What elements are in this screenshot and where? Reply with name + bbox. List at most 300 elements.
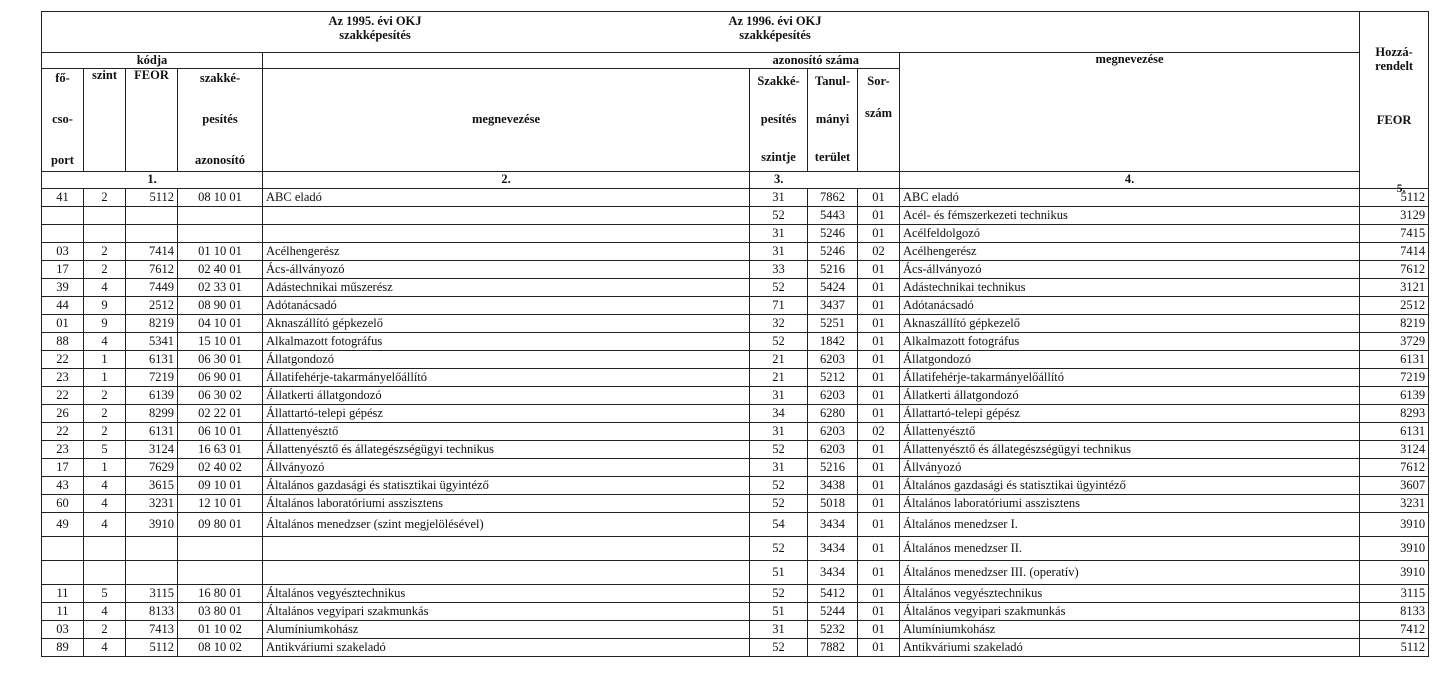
cell-feor: 5112	[126, 189, 178, 207]
szintje-line3: szintje	[761, 150, 796, 165]
cell-megnevezes-1996: Általános vegyipari szakmunkás	[900, 603, 1360, 621]
cell-sorszam: 01	[858, 387, 900, 405]
cell-feor: 3115	[126, 585, 178, 603]
cell-szakkepesites-szintje: 52	[750, 537, 808, 561]
table-row	[42, 333, 1429, 351]
cell-szakkepesites-azonosito: 01 10 01	[178, 243, 263, 261]
cell-focsoport	[42, 537, 84, 561]
cell-szint: 2	[84, 423, 126, 441]
cell-megnevezes-1995: Állatkerti állatgondozó	[263, 387, 750, 405]
cell-szint: 2	[84, 189, 126, 207]
cell-focsoport: 22	[42, 387, 84, 405]
header-tanulmanyi-terulet	[808, 69, 858, 172]
cell-tanulmanyi-terulet: 5232	[808, 621, 858, 639]
table-row	[42, 537, 1429, 561]
table-row	[42, 189, 1429, 207]
cell-tanulmanyi-terulet: 3434	[808, 561, 858, 585]
szakke-line1: szakké-	[199, 71, 241, 85]
cell-feor: 3124	[126, 441, 178, 459]
cell-focsoport	[42, 207, 84, 225]
cell-szint: 4	[84, 333, 126, 351]
col-number-1: 1.	[42, 172, 263, 189]
table-row	[42, 315, 1429, 333]
cell-tanulmanyi-terulet: 5244	[808, 603, 858, 621]
cell-szint	[84, 537, 126, 561]
cell-sorszam: 01	[858, 639, 900, 657]
cell-feor: 7413	[126, 621, 178, 639]
cell-focsoport: 43	[42, 477, 84, 495]
cell-szakkepesites-szintje: 52	[750, 333, 808, 351]
cell-hozzarendelt-feor: 3729	[1360, 333, 1429, 351]
cell-sorszam: 02	[858, 243, 900, 261]
cell-sorszam: 01	[858, 351, 900, 369]
cell-szakkepesites-szintje: 52	[750, 495, 808, 513]
cell-hozzarendelt-feor: 3910	[1360, 513, 1429, 537]
cell-feor: 7449	[126, 279, 178, 297]
cell-megnevezes-1995: Általános vegyésztechnikus	[263, 585, 750, 603]
header-megnevezese-1996: megnevezése	[900, 53, 1360, 172]
cell-megnevezes-1995: Alumíniumkohász	[263, 621, 750, 639]
cell-feor: 3910	[126, 513, 178, 537]
cell-sorszam: 01	[858, 585, 900, 603]
header-feor: FEOR	[126, 69, 178, 172]
cell-feor: 6139	[126, 387, 178, 405]
cell-szint: 5	[84, 585, 126, 603]
cell-sorszam: 01	[858, 261, 900, 279]
cell-megnevezes-1996: Ács-állványozó	[900, 261, 1360, 279]
focsoport-line3: port	[51, 153, 74, 168]
cell-hozzarendelt-feor: 8133	[1360, 603, 1429, 621]
cell-tanulmanyi-terulet: 5424	[808, 279, 858, 297]
cell-focsoport: 17	[42, 459, 84, 477]
cell-szakkepesites-azonosito: 06 30 01	[178, 351, 263, 369]
header-megnevezese-1995: megnevezése	[263, 69, 750, 172]
cell-szakkepesites-szintje: 31	[750, 243, 808, 261]
cell-megnevezes-1996: Antikváriumi szakeladó	[900, 639, 1360, 657]
cell-szakkepesites-azonosito: 06 90 01	[178, 369, 263, 387]
header-szakkepesites-szintje	[750, 69, 808, 172]
cell-sorszam: 01	[858, 561, 900, 585]
col-number-4: 4.	[900, 172, 1360, 189]
cell-szakkepesites-azonosito: 12 10 01	[178, 495, 263, 513]
sor-line1: Sor-	[867, 74, 890, 88]
cell-szint: 4	[84, 477, 126, 495]
table-row	[42, 495, 1429, 513]
table-row	[42, 387, 1429, 405]
header-number-row	[42, 172, 1429, 189]
cell-megnevezes-1996: Általános laboratóriumi asszisztens	[900, 495, 1360, 513]
cell-megnevezes-1996: Általános menedzser II.	[900, 537, 1360, 561]
cell-tanulmanyi-terulet: 3434	[808, 513, 858, 537]
cell-szakkepesites-azonosito: 02 40 02	[178, 459, 263, 477]
cell-szakkepesites-azonosito: 16 80 01	[178, 585, 263, 603]
cell-focsoport: 17	[42, 261, 84, 279]
cell-megnevezes-1996: Adótanácsadó	[900, 297, 1360, 315]
cell-tanulmanyi-terulet: 5216	[808, 459, 858, 477]
cell-szint: 4	[84, 495, 126, 513]
table-row	[42, 243, 1429, 261]
cell-megnevezes-1995	[263, 225, 750, 243]
cell-megnevezes-1995: Általános gazdasági és statisztikai ügyintéző	[263, 477, 750, 495]
header-szakkepesites-azonosito	[178, 69, 263, 172]
header-1996-title: Az 1996. évi OKJ	[728, 14, 822, 28]
cell-szint: 4	[84, 279, 126, 297]
table-row	[42, 423, 1429, 441]
cell-szakkepesites-szintje: 21	[750, 351, 808, 369]
cell-megnevezes-1995: ABC eladó	[263, 189, 750, 207]
cell-feor: 8219	[126, 315, 178, 333]
cell-szakkepesites-azonosito: 08 10 02	[178, 639, 263, 657]
cell-megnevezes-1995: Állattenyésztő	[263, 423, 750, 441]
table-body	[42, 189, 1429, 657]
table-row	[42, 477, 1429, 495]
cell-megnevezes-1995: Állatifehérje-takarmányelőállító	[263, 369, 750, 387]
cell-focsoport: 22	[42, 351, 84, 369]
cell-megnevezes-1995	[263, 207, 750, 225]
cell-megnevezes-1996: Általános gazdasági és statisztikai ügyintéző	[900, 477, 1360, 495]
tanul-line1: Tanul-	[815, 74, 850, 88]
cell-focsoport: 41	[42, 189, 84, 207]
hozzarendelt-line3: FEOR	[1376, 112, 1412, 127]
cell-tanulmanyi-terulet: 7882	[808, 639, 858, 657]
cell-tanulmanyi-terulet: 5216	[808, 261, 858, 279]
cell-szakkepesites-azonosito: 09 80 01	[178, 513, 263, 537]
cell-szakkepesites-szintje: 21	[750, 369, 808, 387]
cell-szakkepesites-szintje: 51	[750, 603, 808, 621]
cell-megnevezes-1996: Állatkerti állatgondozó	[900, 387, 1360, 405]
focsoport-line1: fő-	[55, 71, 70, 85]
cell-megnevezes-1995: Állatgondozó	[263, 351, 750, 369]
cell-focsoport: 01	[42, 315, 84, 333]
cell-focsoport: 03	[42, 243, 84, 261]
cell-tanulmanyi-terulet: 3438	[808, 477, 858, 495]
header-sorszam	[858, 69, 900, 172]
table-row	[42, 459, 1429, 477]
cell-szakkepesites-azonosito: 15 10 01	[178, 333, 263, 351]
cell-tanulmanyi-terulet: 5018	[808, 495, 858, 513]
cell-feor: 3231	[126, 495, 178, 513]
cell-tanulmanyi-terulet: 3434	[808, 537, 858, 561]
cell-megnevezes-1996: Adástechnikai technikus	[900, 279, 1360, 297]
cell-sorszam: 01	[858, 459, 900, 477]
cell-tanulmanyi-terulet: 6203	[808, 423, 858, 441]
cell-megnevezes-1995: Általános vegyipari szakmunkás	[263, 603, 750, 621]
cell-megnevezes-1996: Alumíniumkohász	[900, 621, 1360, 639]
col-number-3: 3.	[750, 172, 900, 189]
cell-feor	[126, 207, 178, 225]
cell-hozzarendelt-feor: 7612	[1360, 459, 1429, 477]
cell-feor: 6131	[126, 351, 178, 369]
cell-megnevezes-1995: Alkalmazott fotográfus	[263, 333, 750, 351]
cell-szakkepesites-azonosito: 06 10 01	[178, 423, 263, 441]
table-row	[42, 279, 1429, 297]
hozzarendelt-line1: Hozzá-	[1375, 45, 1413, 59]
cell-hozzarendelt-feor: 5112	[1360, 189, 1429, 207]
tanul-line2: mányi	[815, 112, 850, 127]
focsoport-line2: cso-	[52, 112, 73, 127]
cell-szint	[84, 561, 126, 585]
cell-feor	[126, 225, 178, 243]
cell-szakkepesites-szintje: 31	[750, 621, 808, 639]
cell-sorszam: 01	[858, 189, 900, 207]
cell-feor: 7612	[126, 261, 178, 279]
cell-szint	[84, 207, 126, 225]
cell-focsoport: 11	[42, 603, 84, 621]
cell-sorszam: 01	[858, 603, 900, 621]
cell-tanulmanyi-terulet: 5443	[808, 207, 858, 225]
cell-sorszam: 01	[858, 207, 900, 225]
cell-megnevezes-1996: Acélfeldolgozó	[900, 225, 1360, 243]
okj-table	[41, 11, 1429, 657]
cell-feor: 7219	[126, 369, 178, 387]
cell-szint: 9	[84, 297, 126, 315]
cell-szakkepesites-azonosito	[178, 207, 263, 225]
cell-feor: 5341	[126, 333, 178, 351]
cell-tanulmanyi-terulet: 5412	[808, 585, 858, 603]
cell-focsoport	[42, 561, 84, 585]
cell-feor	[126, 537, 178, 561]
header-1995-title: Az 1995. évi OKJ	[328, 14, 422, 28]
cell-megnevezes-1995: Acélhengerész	[263, 243, 750, 261]
table-row	[42, 405, 1429, 423]
cell-szakkepesites-szintje: 31	[750, 459, 808, 477]
cell-szint: 4	[84, 513, 126, 537]
cell-megnevezes-1996: Acélhengerész	[900, 243, 1360, 261]
header-1996-subtitle: szakképesítés	[739, 27, 811, 42]
cell-feor: 6131	[126, 423, 178, 441]
cell-tanulmanyi-terulet: 5246	[808, 225, 858, 243]
cell-sorszam: 01	[858, 225, 900, 243]
table-row	[42, 297, 1429, 315]
cell-megnevezes-1996: Általános menedzser III. (operatív)	[900, 561, 1360, 585]
cell-megnevezes-1996: Állványozó	[900, 459, 1360, 477]
cell-focsoport: 23	[42, 369, 84, 387]
cell-szint: 5	[84, 441, 126, 459]
cell-hozzarendelt-feor: 3115	[1360, 585, 1429, 603]
col-number-2: 2.	[263, 172, 750, 189]
cell-megnevezes-1996: Acél- és fémszerkezeti technikus	[900, 207, 1360, 225]
cell-focsoport: 23	[42, 441, 84, 459]
cell-megnevezes-1995: Ács-állványozó	[263, 261, 750, 279]
cell-megnevezes-1995	[263, 561, 750, 585]
cell-hozzarendelt-feor: 3129	[1360, 207, 1429, 225]
cell-szakkepesites-szintje: 52	[750, 279, 808, 297]
cell-feor: 7629	[126, 459, 178, 477]
szintje-line2: pesítés	[760, 112, 797, 127]
cell-megnevezes-1996: ABC eladó	[900, 189, 1360, 207]
cell-megnevezes-1995	[263, 537, 750, 561]
cell-szakkepesites-szintje: 52	[750, 639, 808, 657]
cell-hozzarendelt-feor: 8219	[1360, 315, 1429, 333]
cell-szakkepesites-szintje: 52	[750, 207, 808, 225]
table-row	[42, 603, 1429, 621]
cell-szakkepesites-azonosito: 04 10 01	[178, 315, 263, 333]
cell-tanulmanyi-terulet: 7862	[808, 189, 858, 207]
header-hozzarendelt-feor	[1360, 12, 1429, 189]
cell-megnevezes-1995: Antikváriumi szakeladó	[263, 639, 750, 657]
table-row	[42, 225, 1429, 243]
cell-focsoport: 03	[42, 621, 84, 639]
cell-szakkepesites-azonosito: 06 30 02	[178, 387, 263, 405]
cell-szakkepesites-szintje: 31	[750, 189, 808, 207]
szintje-line1: Szakké-	[757, 74, 800, 88]
cell-hozzarendelt-feor: 6139	[1360, 387, 1429, 405]
cell-szakkepesites-szintje: 31	[750, 225, 808, 243]
cell-hozzarendelt-feor: 5112	[1360, 639, 1429, 657]
cell-sorszam: 01	[858, 537, 900, 561]
cell-feor	[126, 561, 178, 585]
cell-szakkepesites-szintje: 51	[750, 561, 808, 585]
cell-tanulmanyi-terulet: 6203	[808, 387, 858, 405]
tanul-line3: terület	[814, 150, 851, 165]
cell-tanulmanyi-terulet: 6280	[808, 405, 858, 423]
cell-szakkepesites-szintje: 34	[750, 405, 808, 423]
cell-szakkepesites-szintje: 33	[750, 261, 808, 279]
cell-focsoport: 49	[42, 513, 84, 537]
cell-szint: 1	[84, 459, 126, 477]
header-azonosito-szama: azonosító száma	[263, 53, 900, 69]
header-group-row	[42, 53, 1429, 69]
header-focsoport	[42, 69, 84, 172]
cell-szakkepesites-azonosito: 08 90 01	[178, 297, 263, 315]
cell-szint: 2	[84, 243, 126, 261]
cell-sorszam: 01	[858, 279, 900, 297]
cell-tanulmanyi-terulet: 6203	[808, 441, 858, 459]
cell-sorszam: 01	[858, 369, 900, 387]
cell-megnevezes-1996: Általános vegyésztechnikus	[900, 585, 1360, 603]
cell-szakkepesites-szintje: 54	[750, 513, 808, 537]
cell-hozzarendelt-feor: 6131	[1360, 351, 1429, 369]
cell-megnevezes-1996: Általános menedzser I.	[900, 513, 1360, 537]
header-title-row	[42, 12, 1429, 53]
cell-sorszam: 01	[858, 477, 900, 495]
table-row	[42, 561, 1429, 585]
cell-szint: 2	[84, 405, 126, 423]
cell-szint: 1	[84, 351, 126, 369]
cell-megnevezes-1995: Adótanácsadó	[263, 297, 750, 315]
cell-megnevezes-1995: Általános menedzser (szint megjelölésével)	[263, 513, 750, 537]
cell-szint: 4	[84, 603, 126, 621]
cell-szakkepesites-azonosito: 02 40 01	[178, 261, 263, 279]
cell-szakkepesites-azonosito	[178, 537, 263, 561]
cell-hozzarendelt-feor: 3607	[1360, 477, 1429, 495]
cell-hozzarendelt-feor: 7414	[1360, 243, 1429, 261]
cell-focsoport: 44	[42, 297, 84, 315]
cell-hozzarendelt-feor: 2512	[1360, 297, 1429, 315]
cell-szakkepesites-szintje: 52	[750, 477, 808, 495]
table-row	[42, 351, 1429, 369]
cell-feor: 3615	[126, 477, 178, 495]
cell-szint: 2	[84, 621, 126, 639]
cell-focsoport: 26	[42, 405, 84, 423]
cell-szakkepesites-azonosito: 02 33 01	[178, 279, 263, 297]
table-row	[42, 585, 1429, 603]
cell-tanulmanyi-terulet: 5212	[808, 369, 858, 387]
cell-focsoport: 60	[42, 495, 84, 513]
cell-sorszam: 01	[858, 315, 900, 333]
cell-hozzarendelt-feor: 7219	[1360, 369, 1429, 387]
cell-sorszam: 01	[858, 513, 900, 537]
cell-szint: 1	[84, 369, 126, 387]
cell-szakkepesites-szintje: 32	[750, 315, 808, 333]
cell-szakkepesites-szintje: 52	[750, 441, 808, 459]
cell-tanulmanyi-terulet: 5246	[808, 243, 858, 261]
cell-tanulmanyi-terulet: 5251	[808, 315, 858, 333]
cell-hozzarendelt-feor: 7612	[1360, 261, 1429, 279]
cell-focsoport: 88	[42, 333, 84, 351]
cell-tanulmanyi-terulet: 3437	[808, 297, 858, 315]
cell-sorszam: 01	[858, 333, 900, 351]
cell-sorszam: 01	[858, 297, 900, 315]
table-row	[42, 369, 1429, 387]
cell-szint: 9	[84, 315, 126, 333]
cell-hozzarendelt-feor: 7412	[1360, 621, 1429, 639]
cell-szakkepesites-azonosito: 09 10 01	[178, 477, 263, 495]
cell-sorszam: 01	[858, 441, 900, 459]
cell-sorszam: 01	[858, 495, 900, 513]
cell-szint: 2	[84, 261, 126, 279]
cell-megnevezes-1996: Aknaszállító gépkezelő	[900, 315, 1360, 333]
cell-focsoport: 89	[42, 639, 84, 657]
cell-megnevezes-1995: Állattartó-telepi gépész	[263, 405, 750, 423]
cell-megnevezes-1996: Állatgondozó	[900, 351, 1360, 369]
cell-szakkepesites-azonosito: 08 10 01	[178, 189, 263, 207]
cell-hozzarendelt-feor: 3910	[1360, 561, 1429, 585]
cell-feor: 8133	[126, 603, 178, 621]
cell-hozzarendelt-feor: 7415	[1360, 225, 1429, 243]
table-row	[42, 639, 1429, 657]
szakke-line3: azonosító	[195, 153, 245, 168]
cell-focsoport	[42, 225, 84, 243]
cell-focsoport: 22	[42, 423, 84, 441]
cell-szakkepesites-azonosito	[178, 561, 263, 585]
cell-megnevezes-1995: Aknaszállító gépkezelő	[263, 315, 750, 333]
cell-hozzarendelt-feor: 8293	[1360, 405, 1429, 423]
table-row	[42, 621, 1429, 639]
cell-megnevezes-1995: Általános laboratóriumi asszisztens	[263, 495, 750, 513]
cell-tanulmanyi-terulet: 1842	[808, 333, 858, 351]
cell-hozzarendelt-feor: 3124	[1360, 441, 1429, 459]
cell-szint	[84, 225, 126, 243]
header-szint: szint	[84, 69, 126, 172]
cell-szakkepesites-szintje: 52	[750, 585, 808, 603]
cell-hozzarendelt-feor: 3121	[1360, 279, 1429, 297]
cell-sorszam: 01	[858, 621, 900, 639]
cell-hozzarendelt-feor: 3231	[1360, 495, 1429, 513]
cell-megnevezes-1996: Alkalmazott fotográfus	[900, 333, 1360, 351]
cell-szakkepesites-szintje: 31	[750, 387, 808, 405]
cell-szakkepesites-azonosito: 03 80 01	[178, 603, 263, 621]
cell-szakkepesites-szintje: 31	[750, 423, 808, 441]
cell-sorszam: 02	[858, 423, 900, 441]
cell-szakkepesites-szintje: 71	[750, 297, 808, 315]
cell-focsoport: 39	[42, 279, 84, 297]
cell-szakkepesites-azonosito: 16 63 01	[178, 441, 263, 459]
cell-szakkepesites-azonosito: 01 10 02	[178, 621, 263, 639]
table-row	[42, 207, 1429, 225]
cell-feor: 2512	[126, 297, 178, 315]
cell-megnevezes-1996: Állattartó-telepi gépész	[900, 405, 1360, 423]
cell-megnevezes-1996: Állatifehérje-takarmányelőállító	[900, 369, 1360, 387]
cell-megnevezes-1995: Állattenyésztő és állategészségügyi technikus	[263, 441, 750, 459]
table-row	[42, 261, 1429, 279]
cell-hozzarendelt-feor: 6131	[1360, 423, 1429, 441]
hozzarendelt-line2: rendelt	[1375, 58, 1414, 73]
cell-megnevezes-1995: Állványozó	[263, 459, 750, 477]
cell-hozzarendelt-feor: 3910	[1360, 537, 1429, 561]
cell-megnevezes-1996: Állattenyésztő és állategészségügyi technikus	[900, 441, 1360, 459]
cell-szint: 4	[84, 639, 126, 657]
